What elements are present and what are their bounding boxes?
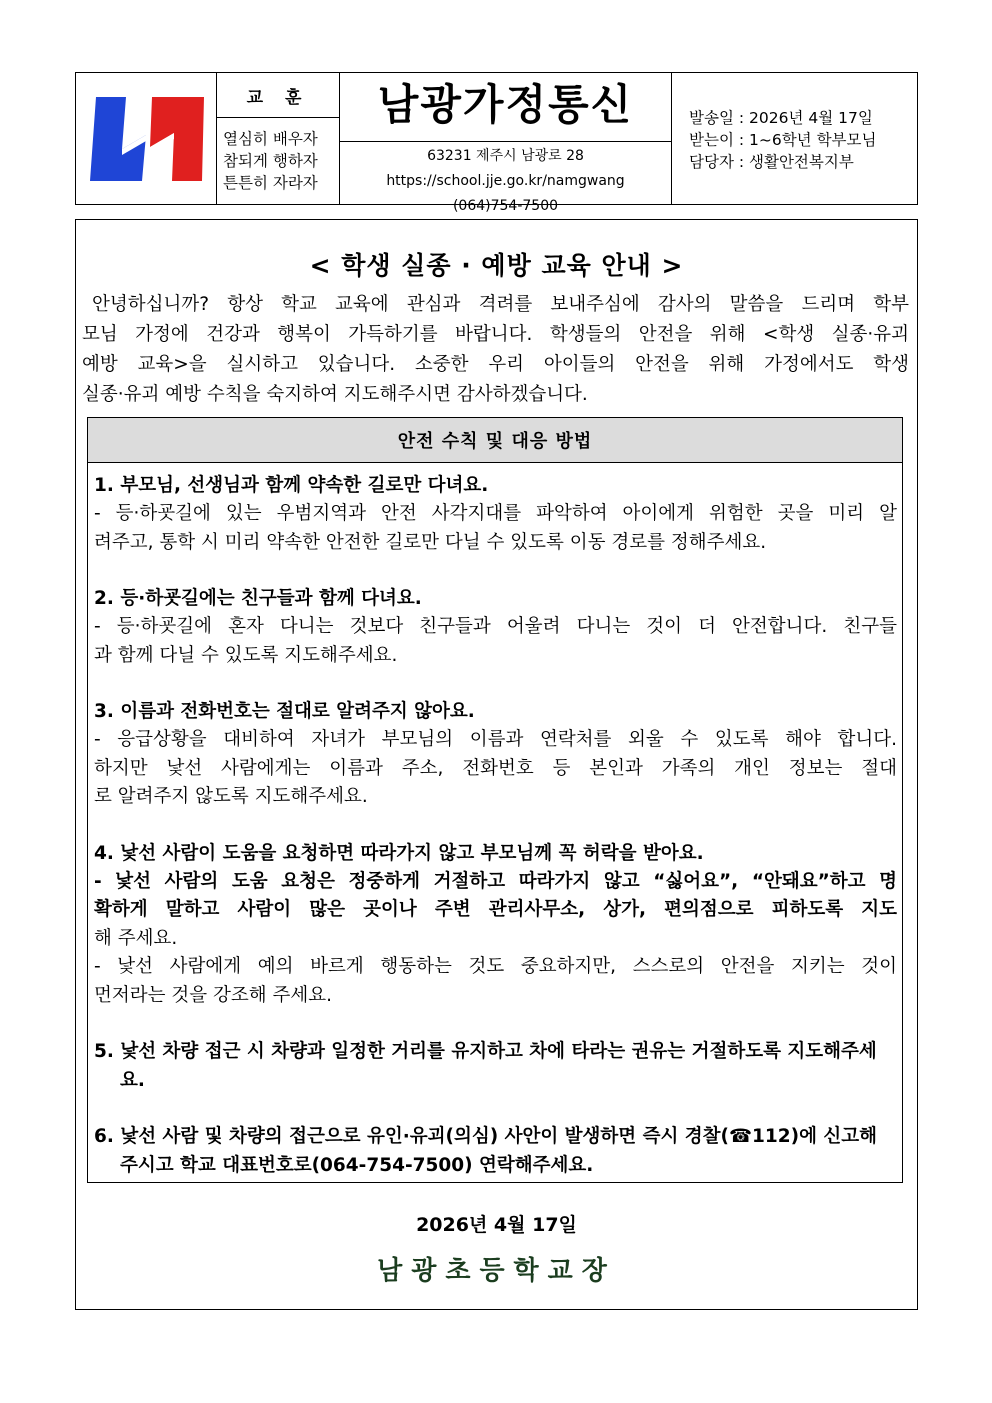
rule-title: 3. 이름과 전화번호는 절대로 알려주지 않아요. — [94, 701, 475, 722]
intro-paragraph — [82, 290, 909, 410]
principal-signature: 남광초등학교장 — [377, 1256, 616, 1286]
school-address: 63231 제주시 남광로 28 — [427, 148, 584, 164]
document-title: < 학생 실종 · 예방 교육 안내 > — [309, 251, 684, 280]
school-logo-icon — [88, 93, 204, 185]
desc-line: 먼저라는 것을 강조해 주세요. — [94, 984, 332, 1006]
rule-desc — [94, 613, 897, 670]
school-motto — [217, 73, 340, 204]
rule-item — [94, 1122, 897, 1180]
desc-line: - 등·하굣길에 혼자 다니는 것보다 친구들과 어울려 다니는 것이 더 안전합니다. 친구들 — [94, 616, 897, 637]
issue-date: 2026년 4월 17일 — [416, 1214, 577, 1236]
rule-desc — [94, 953, 897, 1010]
manager: 담당자 : 생활안전복지부 — [689, 153, 854, 171]
notice-body — [75, 219, 918, 1310]
rule-item — [94, 1037, 897, 1095]
school-phone: (064)754-7500 — [452, 198, 559, 214]
desc-line: - 응급상황을 대비하여 자녀가 부모님의 이름과 연락처를 외울 수 있도록 해야 합니다. — [94, 729, 897, 750]
rule-title: 4. 낯선 사람이 도움을 요청하면 따라가지 않고 부모님께 꼭 허락을 받아요. — [94, 842, 704, 864]
desc-line: - 낯선 사람의 도움 요청은 정중하게 거절하고 따라가지 않고 “싫어요”, “안돼요”하고 명 — [94, 870, 897, 892]
rule-desc — [94, 500, 897, 557]
motto-line: 열심히 배우자 — [223, 130, 318, 148]
newsletter-title-block — [340, 73, 672, 214]
desc-line: - 등·하굣길에 있는 우범지역과 안전 사각지대를 파악하여 아이에게 위험한 곳을 미리 알 — [94, 503, 897, 524]
divider — [340, 141, 671, 142]
rule-item — [94, 584, 897, 670]
school-logo — [76, 73, 217, 204]
rules-heading: 안전 수칙 및 대응 방법 — [88, 418, 902, 463]
school-url[interactable]: https://school.jje.go.kr/namgwang — [386, 173, 625, 189]
desc-line: 하지만 낯선 사람에게는 이름과 주소, 전화번호 등 본인과 가족의 개인 정보는 절대 — [94, 757, 897, 779]
send-date: 발송일 : 2026년 4월 17일 — [689, 109, 873, 127]
rule-desc — [94, 726, 897, 812]
rule-item — [94, 471, 897, 557]
newsletter-header — [75, 72, 918, 214]
desc-line: 려주고, 통학 시 미리 약속한 안전한 길로만 다닐 수 있도록 이동 경로를 정해주세요. — [94, 531, 767, 553]
motto-line: 참되게 행하자 — [223, 152, 318, 170]
motto-line: 튼튼히 자라자 — [223, 174, 318, 192]
rule-title: 6. 낯선 사람 및 차량의 접근으로 유인·유괴(의심) 사안이 발생하면 즉시 경찰(☎112)에 신고해 주시고 학교 대표번호로(064-754-7500) 연락해주세요. — [94, 1126, 878, 1176]
desc-line: 과 함께 다닐 수 있도록 지도해주세요. — [94, 644, 398, 666]
desc-line: 로 알려주지 않도록 지도해주세요. — [94, 786, 368, 807]
rule-desc — [94, 868, 897, 925]
recipient: 받는이 : 1~6학년 학부모님 — [689, 131, 877, 149]
rule-item — [94, 839, 897, 1011]
safety-rules-table — [87, 417, 903, 1183]
rule-desc — [94, 925, 897, 954]
newsletter-title: 남광가정통신 — [377, 80, 634, 129]
send-info — [672, 73, 917, 204]
intro-line: 실종·유괴 예방 수칙을 숙지하여 지도해주시면 감사하겠습니다. — [82, 384, 588, 405]
rule-item — [94, 697, 897, 812]
intro-line: 안녕하십니까? 항상 학교 교육에 관심과 격려를 보내주심에 감사의 말씀을 드리며 학부 — [92, 294, 909, 315]
desc-line: - 낯선 사람에게 예의 바르게 행동하는 것도 중요하지만, 스스로의 안전을 지키는 것이 — [94, 956, 897, 977]
motto-title: 교 훈 — [217, 73, 339, 118]
intro-line: 예방 교육>을 실시하고 있습니다. 소중한 우리 아이들의 안전을 위해 가정에서도 학생 — [82, 354, 909, 375]
rule-title: 5. 낯선 차량 접근 시 차량과 일정한 거리를 유지하고 차에 타라는 권유는 거절하도록 지도해주세요. — [94, 1041, 877, 1091]
desc-line: 확하게 말하고 사람이 많은 곳이나 주변 관리사무소, 상가, 편의점으로 피하도록 지도 — [94, 899, 897, 920]
rule-title: 2. 등·하굣길에는 친구들과 함께 다녀요. — [94, 588, 422, 609]
intro-line: 모님 가정에 건강과 행복이 가득하기를 바랍니다. 학생들의 안전을 위해 <학생 실종·유괴 — [82, 324, 909, 345]
rule-title: 1. 부모님, 선생님과 함께 약속한 길로만 다녀요. — [94, 475, 489, 496]
desc-line: 해 주세요. — [94, 927, 178, 949]
